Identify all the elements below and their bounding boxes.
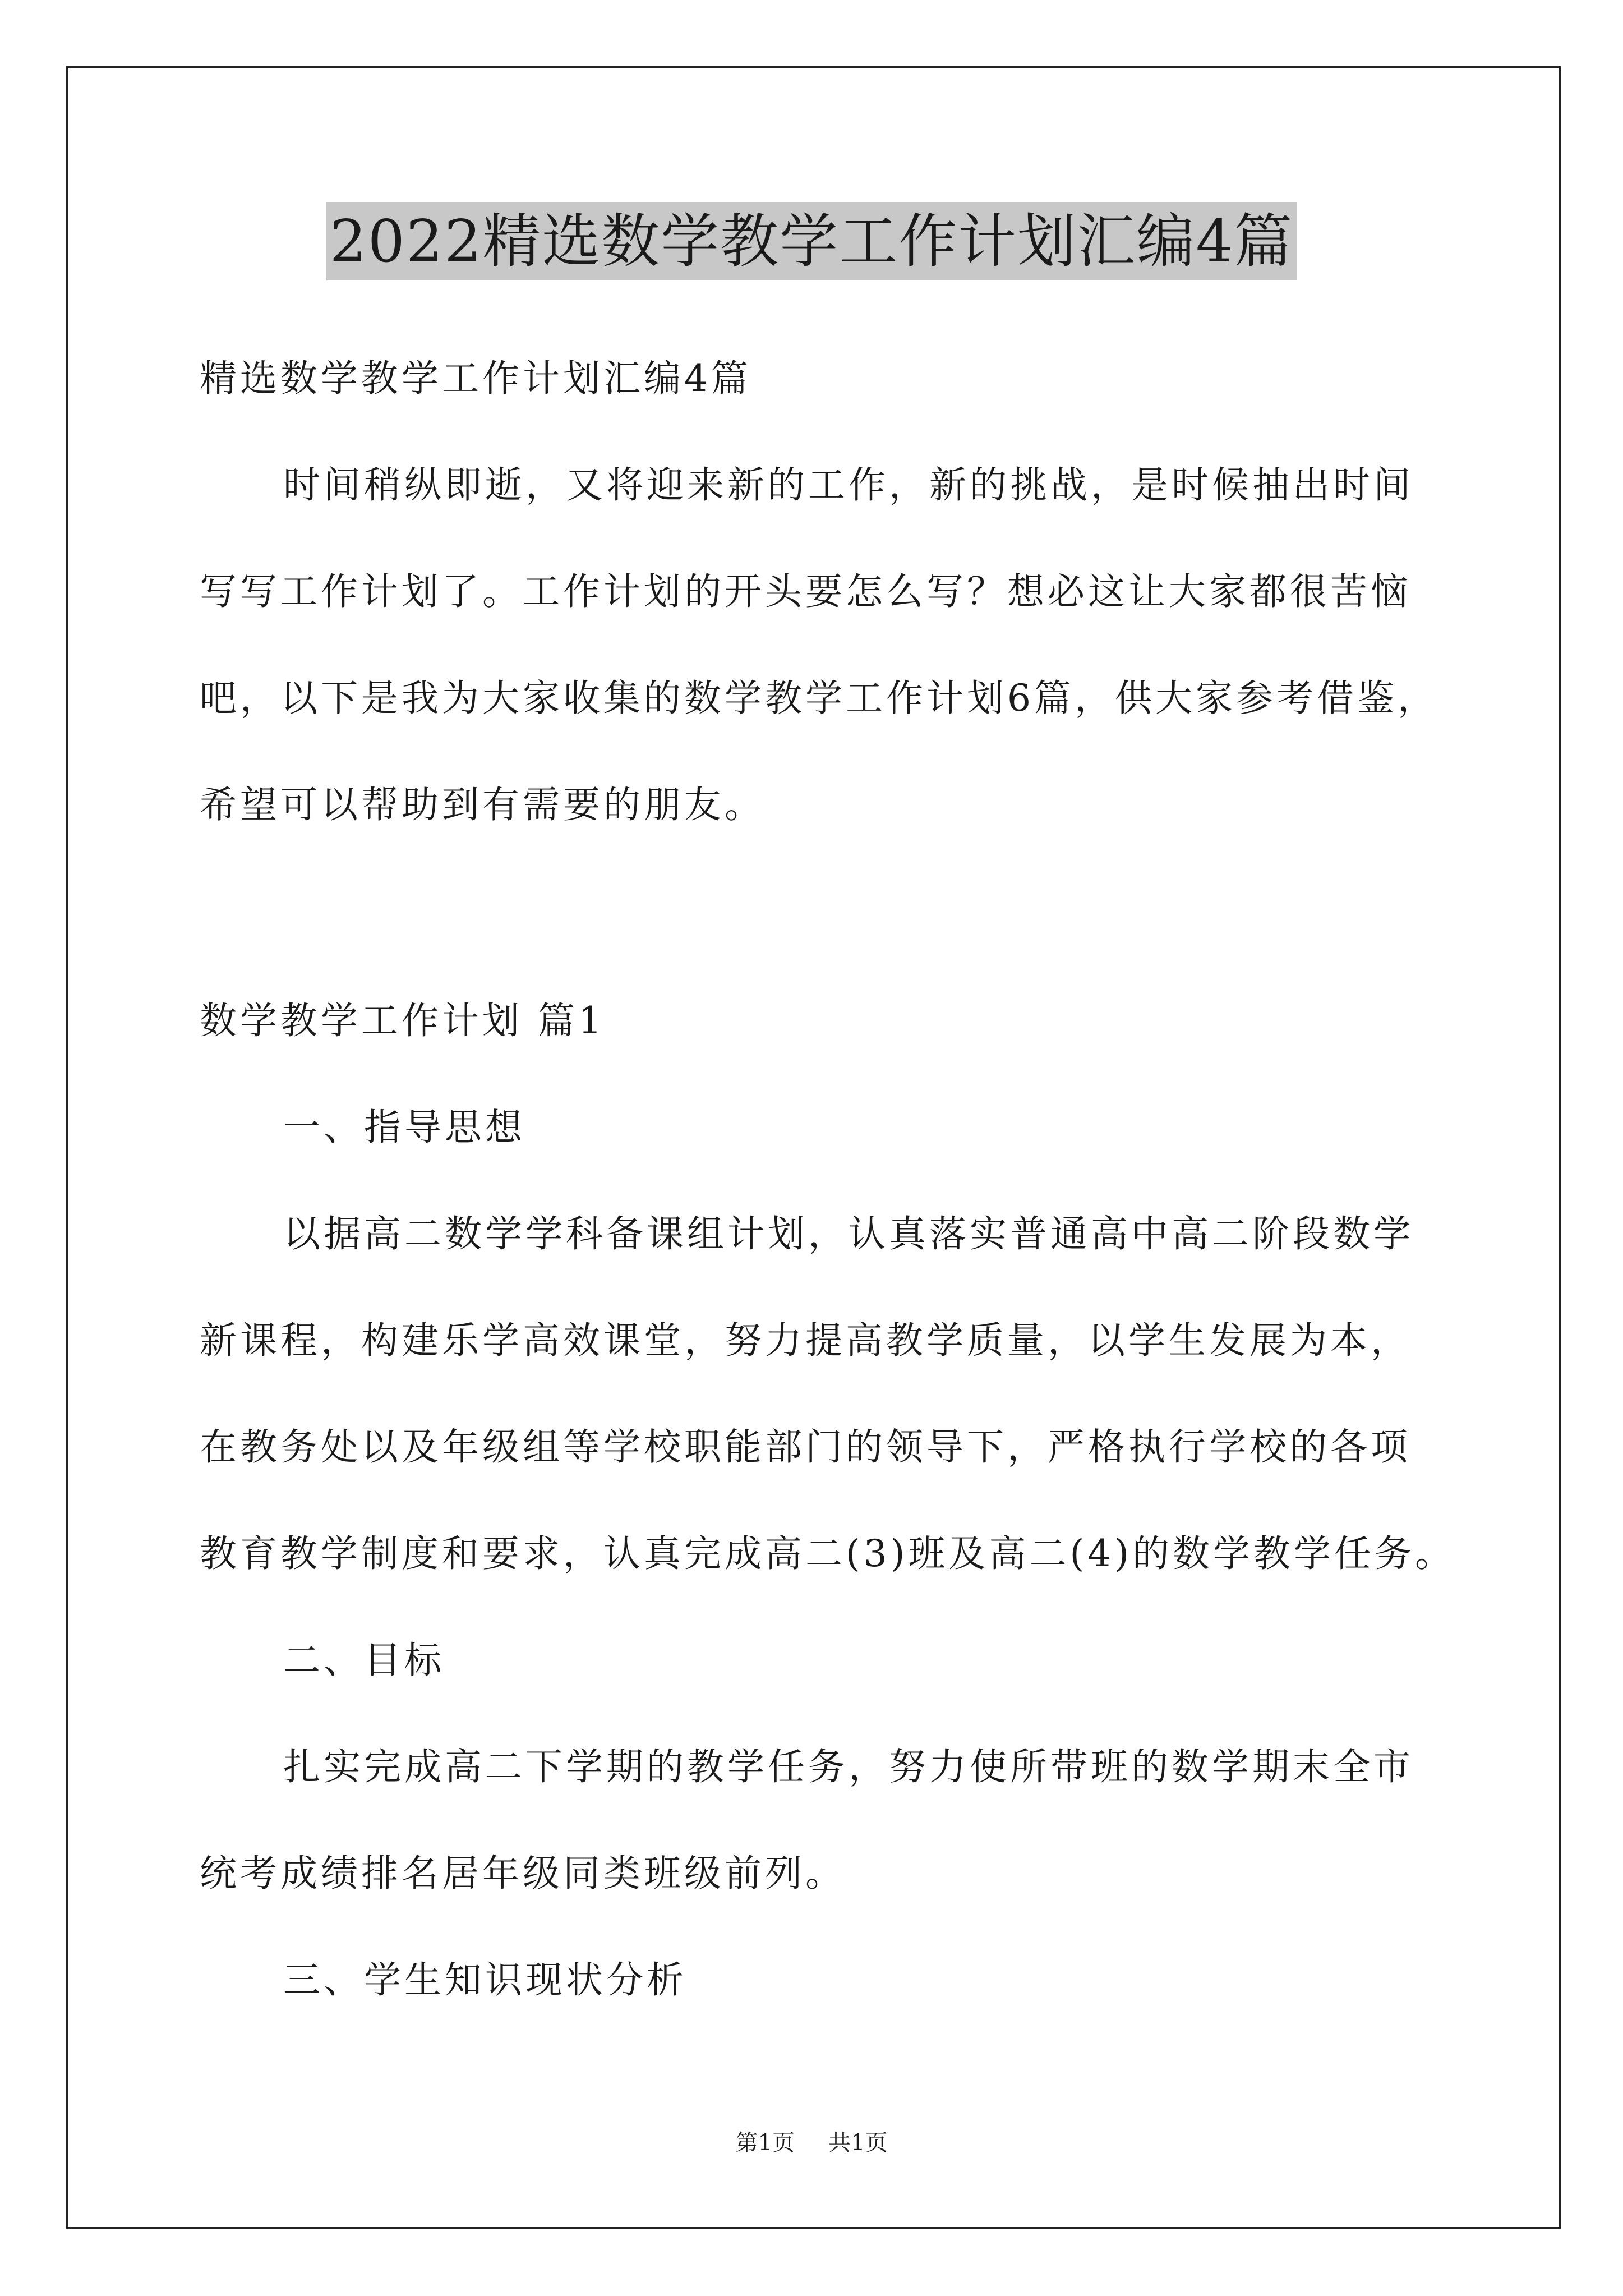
paragraph-line: 以据高二数学学科备课组计划，认真落实普通高中高二阶段数学 bbox=[283, 1212, 1414, 1255]
title-container bbox=[0, 202, 1623, 280]
paragraph-line: 教育教学制度和要求，认真完成高二(3)班及高二(4)的数学教学任务。 bbox=[200, 1532, 1455, 1575]
page-total: 共1页 bbox=[828, 2130, 888, 2156]
heading-guiding-ideology: 一、指导思想 bbox=[283, 1106, 525, 1149]
document-title: 2022精选数学教学工作计划汇编4篇 bbox=[326, 202, 1297, 280]
paragraph-line: 新课程，构建乐学高效课堂，努力提高教学质量，以学生发展为本， bbox=[200, 1319, 1411, 1362]
heading-student-knowledge: 三、学生知识现状分析 bbox=[283, 1958, 687, 2001]
section-heading: 数学教学工作计划 篇1 bbox=[200, 999, 605, 1042]
heading-goals: 二、目标 bbox=[283, 1639, 445, 1682]
intro-line: 吧，以下是我为大家收集的数学教学工作计划6篇，供大家参考借鉴， bbox=[200, 677, 1438, 720]
paragraph-line: 扎实完成高二下学期的教学任务，努力使所带班的数学期末全市 bbox=[283, 1745, 1414, 1788]
paragraph-line: 统考成绩排名居年级同类班级前列。 bbox=[200, 1852, 846, 1895]
paragraph-line: 在教务处以及年级组等学校职能部门的领导下，严格执行学校的各项 bbox=[200, 1425, 1411, 1469]
intro-line: 希望可以帮助到有需要的朋友。 bbox=[200, 783, 765, 826]
document-subtitle: 精选数学教学工作计划汇编4篇 bbox=[200, 357, 751, 400]
page-number: 第1页 bbox=[735, 2130, 795, 2156]
intro-line: 写写工作计划了。工作计划的开头要怎么写？想必这让大家都很苦恼 bbox=[200, 570, 1411, 613]
page-footer bbox=[0, 2126, 1623, 2160]
intro-line: 时间稍纵即逝，又将迎来新的工作，新的挑战，是时候抽出时间 bbox=[283, 463, 1414, 507]
